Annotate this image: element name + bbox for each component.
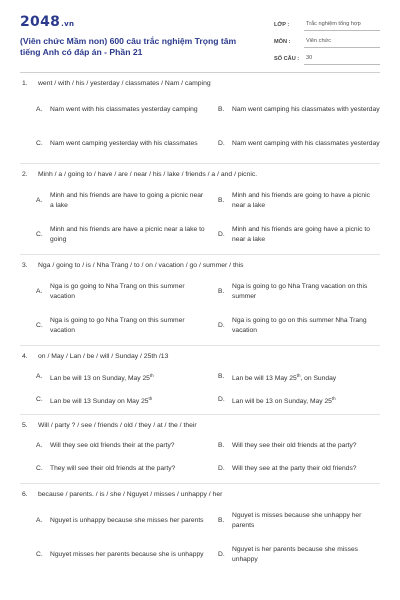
meta-row-class — [274, 14, 380, 31]
option-b[interactable] — [218, 504, 380, 538]
option-a[interactable] — [36, 366, 208, 389]
option-a[interactable] — [36, 93, 208, 127]
option-b[interactable] — [218, 435, 380, 458]
option-d[interactable] — [218, 389, 380, 412]
options-grid — [20, 435, 380, 481]
option-letter: A. — [36, 442, 43, 450]
option-text: Nguyet is her parents because she misses unhappy — [232, 545, 359, 563]
options-grid — [20, 184, 380, 252]
option-text: Nga is going to go on this summer Nha Trang vacation — [232, 316, 367, 334]
question-text: Minh / a / going to / have / are / near / his / lake / friends / a / and / picnic. — [38, 170, 258, 178]
option-text: Will they see at the party their old friends? — [232, 465, 357, 473]
option-b[interactable] — [218, 93, 380, 127]
question-prompt — [20, 415, 380, 435]
question-number: 5. — [22, 421, 28, 429]
question-text: went / with / his / yesterday / classmates / Nam / camping — [38, 79, 211, 87]
question-number: 3. — [22, 261, 28, 269]
option-a[interactable] — [36, 504, 208, 538]
option-letter: D. — [218, 139, 225, 147]
option-text: Minh and his friends are going to have a picnic near a lake — [232, 191, 370, 209]
option-letter: A. — [36, 196, 43, 204]
option-a[interactable] — [36, 435, 208, 458]
option-d[interactable] — [218, 309, 380, 343]
meta-row-subject — [274, 31, 380, 48]
option-text-main: Lan be will 13 on Sunday, May 25 — [50, 374, 150, 382]
option-letter: C. — [36, 465, 43, 473]
option-letter: B. — [218, 105, 225, 113]
option-b[interactable] — [218, 275, 380, 309]
option-a[interactable] — [36, 184, 208, 218]
question-text: Nga / going to / is / Nha Trang / to / on / vacation / go / summer / this — [38, 261, 244, 269]
option-letter: D. — [218, 465, 225, 473]
option-text: Nguyet is unhappy because she misses her parents — [50, 516, 204, 524]
option-b[interactable] — [218, 184, 380, 218]
options-grid — [20, 275, 380, 343]
option-letter: D. — [218, 230, 225, 238]
option-letter: B. — [218, 373, 225, 381]
option-letter: C. — [36, 321, 43, 329]
question — [20, 255, 380, 346]
option-text: Minh and his friends are going have a picnic to near a lake — [232, 225, 370, 243]
question — [20, 346, 380, 415]
option-d[interactable] — [218, 538, 380, 572]
option-letter: B. — [218, 516, 225, 524]
option-letter: A. — [36, 287, 43, 295]
meta-label: LỚP : — [274, 22, 290, 28]
option-c[interactable] — [36, 127, 208, 161]
option-text — [50, 371, 208, 385]
header — [0, 0, 400, 72]
question-prompt — [20, 164, 380, 184]
question — [20, 164, 380, 255]
option-letter: A. — [36, 373, 43, 381]
ordinal-suffix: th — [149, 372, 154, 378]
option-text: Will they see old friends their at the party? — [50, 442, 175, 450]
option-a[interactable] — [36, 275, 208, 309]
options-grid — [20, 366, 380, 412]
question-prompt — [20, 484, 380, 504]
meta-value: 30 — [304, 55, 380, 65]
option-letter: B. — [218, 196, 225, 204]
option-text-main: Lan will be 13 on Sunday, May 25 — [232, 397, 332, 405]
option-text-main: Lan be will 13 May 25 — [232, 374, 297, 382]
option-text: Nga is going to go Nha Trang vacation on this summer — [232, 282, 368, 300]
option-text: Will they see their old friends at the party? — [232, 442, 357, 450]
option-c[interactable] — [36, 458, 208, 481]
option-letter: D. — [218, 550, 225, 558]
option-c[interactable] — [36, 389, 208, 412]
option-c[interactable] — [36, 538, 208, 572]
question-number: 1. — [22, 79, 28, 87]
option-text: Nam went camping yesterday with his classmates — [50, 139, 198, 147]
option-text: Nga is go going to Nha Trang on this summer vacation — [50, 282, 185, 300]
option-d[interactable] — [218, 218, 380, 252]
option-letter: C. — [36, 396, 43, 404]
option-text: Nguyet is misses because she unhappy her parents — [232, 511, 362, 529]
option-d[interactable] — [218, 127, 380, 161]
option-text: Nam went camping his classmates with yesterday — [232, 105, 380, 113]
question — [20, 484, 380, 572]
question-prompt — [20, 255, 380, 275]
meta-label: MÔN : — [274, 39, 291, 45]
option-text — [232, 394, 380, 408]
question-prompt — [20, 346, 380, 366]
option-letter: B. — [218, 442, 225, 450]
logo-suffix: .vn — [61, 20, 75, 28]
option-letter: C. — [36, 230, 43, 238]
option-text-main: Lan be will 13 Sunday on May 25 — [50, 397, 149, 405]
option-text: Minh and his friends are have a picnic near a lake to going — [50, 225, 205, 243]
logo-main: 2048 — [20, 14, 61, 30]
question-text: on / May / Lan / be / will / Sunday / 25th /13 — [38, 352, 169, 360]
meta-value: Trắc nghiệm tổng hợp — [304, 21, 380, 31]
option-letter: D. — [218, 396, 225, 404]
option-text — [50, 394, 208, 408]
option-text: Nam went with his classmates yesterday camping — [50, 105, 198, 113]
option-text: Nguyet misses her parents because she is unhappy — [50, 550, 204, 558]
header-left — [20, 14, 252, 72]
option-c[interactable] — [36, 309, 208, 343]
site-logo[interactable] — [20, 14, 252, 30]
option-letter: C. — [36, 550, 43, 558]
meta-value: Viên chức — [304, 38, 380, 48]
options-grid — [20, 93, 380, 161]
meta-label: SỐ CÂU : — [274, 56, 300, 62]
question-text: Will / party ? / see / friends / old / they / at / the / their — [38, 421, 197, 429]
option-letter: B. — [218, 287, 225, 295]
option-text: Minh and his friends are have to going a picnic near a lake — [50, 191, 204, 209]
meta-row-count — [274, 48, 380, 65]
option-text: Nam went camping with his classmates yesterday — [232, 139, 380, 147]
question — [20, 73, 380, 164]
question-text: because / parents. / is / she / Nguyet / misses / unhappy / her — [38, 490, 223, 498]
ordinal-suffix: th — [331, 395, 336, 401]
question-list — [0, 73, 400, 572]
option-letter: D. — [218, 321, 225, 329]
option-b[interactable] — [218, 366, 380, 389]
question-prompt — [20, 73, 380, 93]
question — [20, 415, 380, 484]
question-number: 6. — [22, 490, 28, 498]
option-text: They will see their old friends at the party? — [50, 465, 176, 473]
question-number: 4. — [22, 352, 28, 360]
option-text-tail: , on Sunday — [300, 374, 337, 382]
option-d[interactable] — [218, 458, 380, 481]
option-letter: A. — [36, 105, 43, 113]
meta-panel — [252, 14, 380, 72]
option-c[interactable] — [36, 218, 208, 252]
option-text: Nga is going to go Nha Trang on this summer vacation — [50, 316, 185, 334]
option-text — [232, 371, 380, 385]
ordinal-suffix: th — [296, 372, 301, 378]
option-letter: C. — [36, 139, 43, 147]
document-title: (Viên chức Mầm non) 600 câu trắc nghiệm Trọng tâm tiếng Anh có đáp án - Phần 21 — [20, 36, 237, 57]
ordinal-suffix: th — [148, 395, 153, 401]
option-letter: A. — [36, 516, 43, 524]
question-number: 2. — [22, 170, 28, 178]
options-grid — [20, 504, 380, 572]
